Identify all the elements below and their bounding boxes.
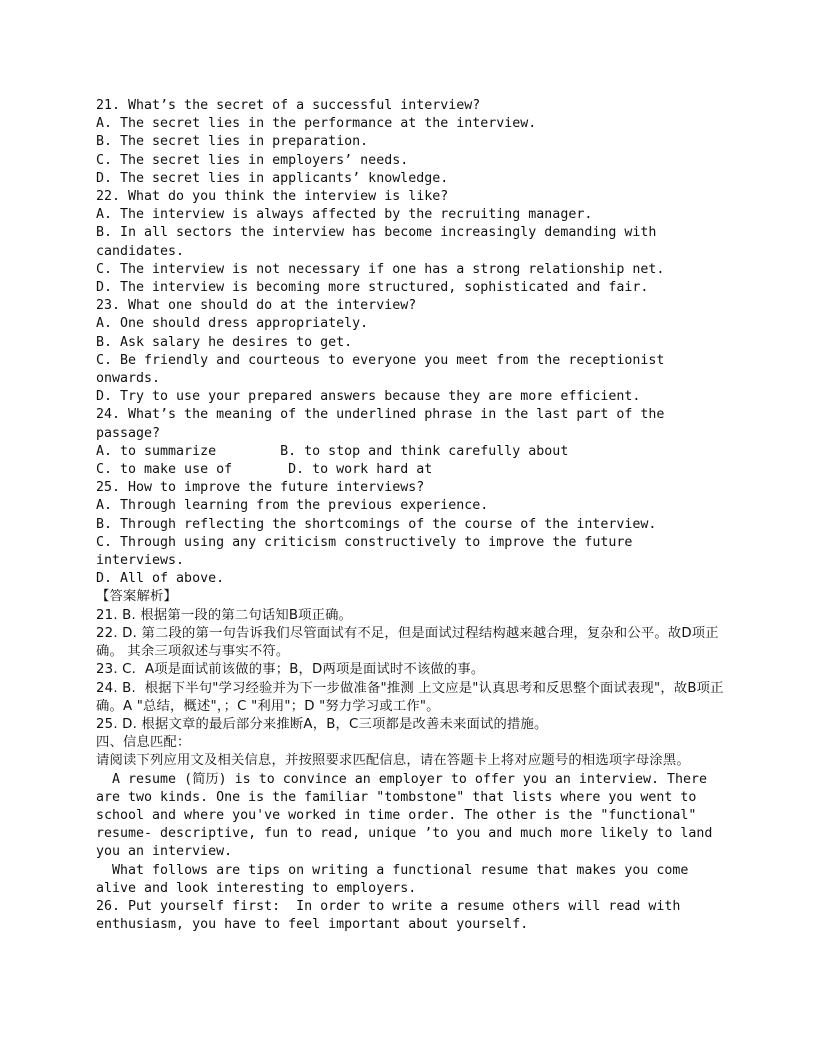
question-25-stem: 25. How to improve the future interviews? xyxy=(96,480,425,496)
option-23-a: A. One should dress appropriately. xyxy=(96,316,369,332)
option-23-c: C. Be friendly and courteous to everyone you meet from the receptionist onwards. xyxy=(96,352,673,387)
passage-item-26: 26. Put yourself first: In order to write a resume others will read with enthusiasm, you have to feel important about yourself. xyxy=(96,898,689,933)
answer-23: 23. C. A项是面试前该做的事；B，D两项是面试时不该做的事。 xyxy=(96,662,485,678)
answer-22: 22. D. 第二段的第一句告诉我们尽管面试有不足，但是面试过程结构越来越合理，复杂和公平。故D项正确。 其余三项叙述与事实不符。 xyxy=(96,625,719,660)
option-21-c: C. The secret lies in employers’ needs. xyxy=(96,152,409,168)
question-23-stem: 23. What one should do at the interview? xyxy=(96,298,417,314)
question-22-stem: 22. What do you think the interview is like? xyxy=(96,189,449,205)
option-24-cd: C. to make use of D. to work hard at xyxy=(96,462,433,478)
option-23-b: B. Ask salary he desires to get. xyxy=(96,334,353,350)
option-25-a: A. Through learning from the previous experience. xyxy=(96,498,489,514)
option-22-d: D. The interview is becoming more structured, sophisticated and fair. xyxy=(96,280,649,296)
section-instruction: 请阅读下列应用文及相关信息，并按照要求匹配信息，请在答题卡上将对应题号的相选项字母涂黑。 xyxy=(96,753,690,769)
option-21-a: A. The secret lies in the performance at the interview. xyxy=(96,116,537,132)
option-22-a: A. The interview is always affected by the recruiting manager. xyxy=(96,207,593,223)
document-page xyxy=(96,97,726,934)
answer-analysis xyxy=(96,588,726,734)
passage-paragraph: A resume (简历) is to convince an employer to offer you an interview. There are two kinds. One is the familiar "tombstone" that lists where you went to school and where you've worked in time order. The other is the "functional" resume- descriptive, fun to read, unique ’to you and much more likely to land you an interview. xyxy=(96,771,721,860)
question-block xyxy=(96,406,726,479)
option-24-ab: A. to summarize B. to stop and think carefully about xyxy=(96,443,569,459)
question-block xyxy=(96,97,726,188)
option-21-d: D. The secret lies in applicants’ knowledge. xyxy=(96,170,449,186)
option-23-d: D. Try to use your prepared answers because they are more efficient. xyxy=(96,389,641,405)
question-block xyxy=(96,297,726,406)
answer-25: 25. D. 根据文章的最后部分来推断A，B，C三项都是改善未来面试的措施。 xyxy=(96,716,548,732)
passage-paragraph: What follows are tips on writing a functional resume that makes you come alive and look interesting to employers. xyxy=(96,862,697,896)
option-25-d: D. All of above. xyxy=(96,571,225,587)
answer-21: 21. B. 根据第一段的第二句话知B项正确。 xyxy=(96,607,353,623)
answer-24: 24. B. 根据下半句"学习经验并为下一步做准备"推测 上文应是"认真思考和反思整个面试表现"，故B项正确。A "总结，概述"，；C "利用"；D "努力学习或工作"。 xyxy=(96,680,724,714)
question-24-stem: 24. What’s the meaning of the underlined phrase in the last part of the passage? xyxy=(96,407,673,441)
option-25-b: B. Through reflecting the shortcomings of the course of the interview. xyxy=(96,516,657,532)
section-information-matching xyxy=(96,734,726,934)
question-21-stem: 21. What’s the secret of a successful interview? xyxy=(96,98,481,113)
question-block xyxy=(96,479,726,588)
section-heading: 四、信息匹配： xyxy=(96,735,191,751)
option-22-c: C. The interview is not necessary if one has a strong relationship net. xyxy=(96,261,665,277)
option-25-c: C. Through using any criticism constructively to improve the future interviews. xyxy=(96,534,641,569)
answer-heading: 【答案解析】 xyxy=(96,589,177,605)
option-22-b: B. In all sectors the interview has become increasingly demanding with candidates. xyxy=(96,225,665,259)
option-21-b: B. The secret lies in preparation. xyxy=(96,134,369,150)
question-block xyxy=(96,188,726,297)
